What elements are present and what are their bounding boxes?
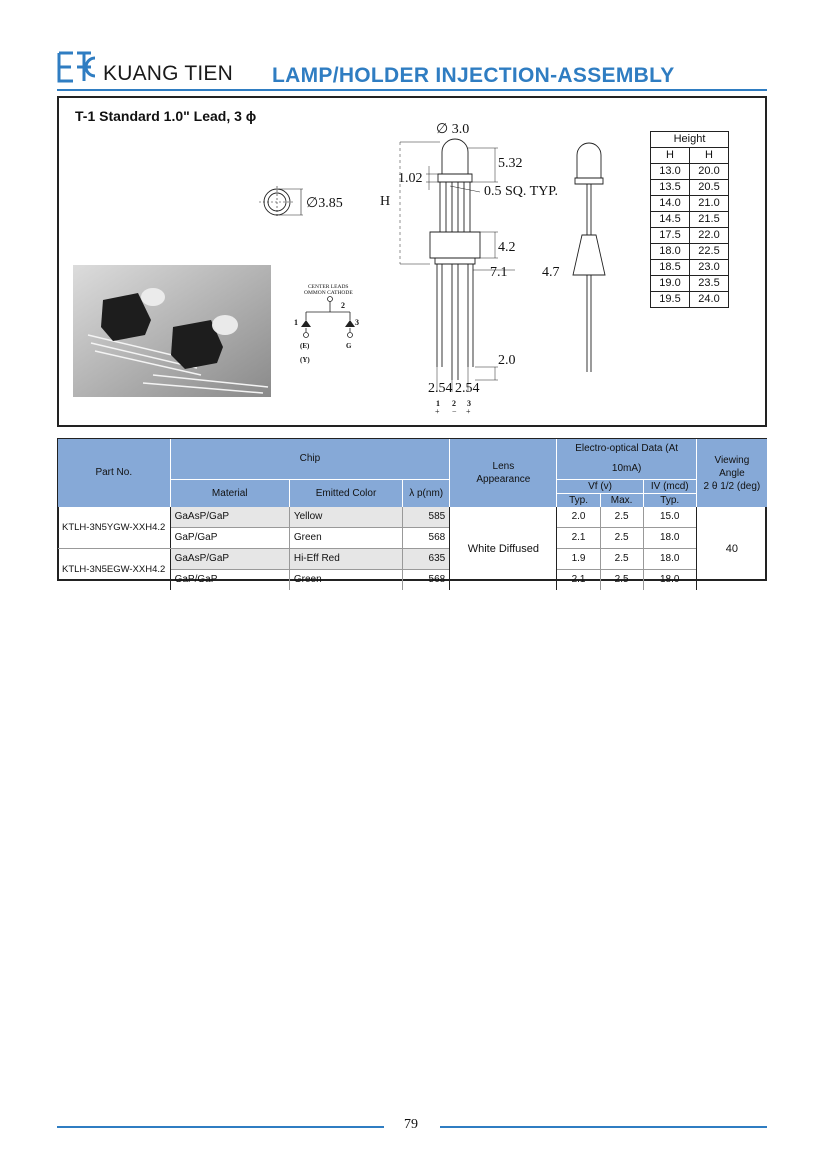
height-table-title: Height [651,132,729,148]
header-viewing-angle: Viewing Angle 2 θ 1/2 (deg) [696,439,767,507]
height-cell: 19.5 [651,292,690,308]
vf-max-cell: 2.5 [600,528,643,549]
material-cell: GaP/GaP [170,528,289,549]
color-cell: Yellow [289,507,402,528]
front-view-drawing [560,140,620,380]
header-lambda: λ p(nm) [403,480,450,508]
header-vf-typ: Typ. [557,494,600,508]
vf-typ-cell: 2.1 [557,570,600,591]
material-cell: GaAsP/GaP [170,549,289,570]
vf-typ-cell: 2.1 [557,528,600,549]
height-col-header: H [651,148,690,164]
dim-h: H [380,194,391,209]
schematic-label-g: G [346,342,352,350]
height-cell: 18.5 [651,260,690,276]
height-cell: 14.0 [651,196,690,212]
schematic-label-e: (E) [300,342,310,350]
schematic-label-1: 1 [294,318,298,327]
header-vf-max: Max. [600,494,643,508]
product-subtitle: T-1 Standard 1.0" Lead, 3 ϕ [75,108,257,124]
header-iv: IV (mcd) [643,480,696,494]
dim-102: 1.02 [398,171,423,186]
color-cell: Green [289,570,402,591]
material-cell: GaAsP/GaP [170,507,289,528]
height-cell: 21.5 [690,212,729,228]
lens-cell: White Diffused [450,507,557,590]
part-number: KTLH-3N5EGW-XXH4.2 [58,549,170,591]
footer-rule-left [57,1126,384,1128]
dim-20: 2.0 [498,353,516,368]
dim-71: 7.1 [490,265,508,280]
viewing-angle-cell: 40 [725,542,739,555]
lambda-cell: 568 [403,528,450,549]
product-photo [73,265,271,397]
header-lens: Lens Appearance [450,439,557,507]
height-cell: 13.0 [651,164,690,180]
header-iv-typ: Typ. [643,494,696,508]
header-part-no: Part No. [58,439,170,507]
vf-typ-cell: 2.0 [557,507,600,528]
header-chip: Chip [170,439,450,480]
height-cell: 13.5 [651,180,690,196]
vf-typ-cell: 1.9 [557,549,600,570]
kuang-tien-logo-icon [57,50,97,84]
dim-254-b: 2.54 [455,381,480,396]
height-table [650,131,729,308]
iv-typ-cell: 18.0 [643,570,696,591]
height-cell: 23.0 [690,260,729,276]
dim-05-sq: 0.5 SQ. TYP. [484,184,559,199]
height-cell: 24.0 [690,292,729,308]
dim-42: 4.2 [498,240,516,255]
pin-2-sign: − [452,407,457,416]
height-cell: 23.5 [690,276,729,292]
header-rule [57,89,767,91]
color-cell: Hi-Eff Red [289,549,402,570]
table-row [58,507,767,528]
height-col-header: H [690,148,729,164]
pin-3-sign: + [466,407,471,416]
iv-typ-cell: 18.0 [643,528,696,549]
schematic-label-2: 2 [341,301,345,310]
pin-2: 2 [452,399,456,408]
schematic-title-2: OMMON CATHODE [304,290,353,296]
header-vf: Vf (v) [557,480,643,494]
material-cell: GaP/GaP [170,570,289,591]
height-cell: 14.5 [651,212,690,228]
schematic-title-1: CENTER LEADS [308,284,349,290]
brand-name: KUANG TIEN [103,62,233,85]
schematic-label-3: 3 [355,318,359,327]
header-material: Material [170,480,289,508]
part-number: KTLH-3N5YGW-XXH4.2 [58,507,170,549]
dim-47: 4.7 [542,265,560,280]
lambda-cell: 568 [403,570,450,591]
vf-max-cell: 2.5 [600,507,643,528]
schematic-label-y: (Y) [300,356,310,364]
lambda-cell: 585 [403,507,450,528]
dim-532: 5.32 [498,156,523,171]
table-row [58,549,767,570]
height-cell: 19.0 [651,276,690,292]
page-title: LAMP/HOLDER INJECTION-ASSEMBLY [272,64,675,87]
footer-rule-right [440,1126,767,1128]
iv-typ-cell: 15.0 [643,507,696,528]
header-electro-optical: Electro-optical Data (At 10mA) [557,439,696,480]
height-cell: 20.0 [690,164,729,180]
page-number: 79 [404,1117,418,1132]
dim-dia-385: ∅3.85 [306,196,343,211]
color-cell: Green [289,528,402,549]
vf-max-cell: 2.5 [600,570,643,591]
height-cell: 22.0 [690,228,729,244]
pin-1-sign: + [435,407,440,416]
dim-254-a: 2.54 [428,381,453,396]
spec-table [58,439,767,590]
pin-1: 1 [436,399,440,408]
top-view-drawing [255,182,305,222]
height-cell: 20.5 [690,180,729,196]
iv-typ-cell: 18.0 [643,549,696,570]
vf-max-cell: 2.5 [600,549,643,570]
header-emitted-color: Emitted Color [289,480,402,508]
height-cell: 21.0 [690,196,729,212]
height-cell: 17.5 [651,228,690,244]
height-cell: 18.0 [651,244,690,260]
pin-3: 3 [467,399,471,408]
lambda-cell: 635 [403,549,450,570]
height-cell: 22.5 [690,244,729,260]
dim-dia-top: ∅ 3.0 [436,122,470,137]
